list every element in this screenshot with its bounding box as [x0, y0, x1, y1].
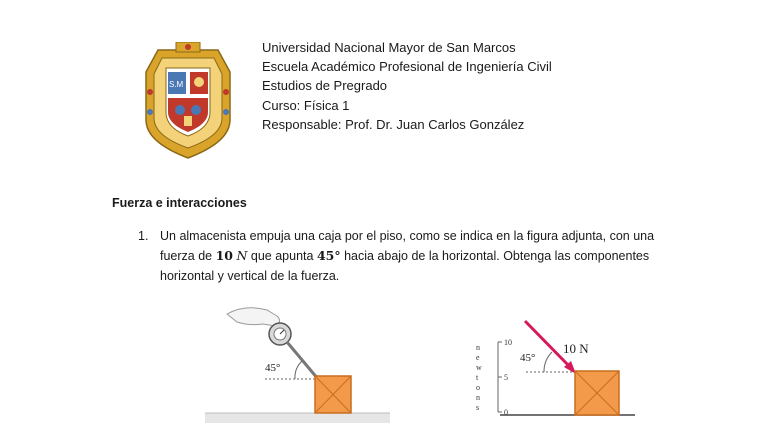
scale-tick-5: 5	[504, 373, 508, 382]
scale-tick-0: 0	[504, 408, 508, 417]
problem-text-b: que apunta	[247, 249, 317, 263]
problem-text	[160, 226, 680, 286]
angle-value: 45°	[316, 248, 341, 263]
problem-text-a: Un almacenista empuja una caja por el piso, como se indica en la figura adjunta, con una fuerza de	[160, 229, 655, 263]
scale-unit-letter: e	[476, 353, 480, 362]
problem-number: 1.	[138, 229, 149, 243]
course-name: Curso: Física 1	[262, 97, 350, 113]
header-block	[262, 38, 552, 134]
scale-tick-10: 10	[504, 338, 512, 347]
right-angle-label: 45°	[520, 352, 536, 364]
problem-text-c: hacia abajo de la horizontal. Obtenga las componentes horizontal y vertical de la fuerza.	[160, 249, 650, 283]
scale-unit-letter: n	[476, 343, 480, 352]
scale-unit-letter: t	[476, 373, 479, 382]
force-label: 10 N	[563, 341, 589, 356]
hand-icon	[227, 308, 280, 326]
scale-unit-letter: n	[476, 393, 480, 402]
responsible-name: Responsable: Prof. Dr. Juan Carlos González	[262, 116, 525, 132]
scale-unit-letter: s	[476, 403, 480, 412]
figure-right	[470, 318, 650, 423]
university-name: Universidad Nacional Mayor de San Marcos	[262, 40, 516, 55]
crest-shield-text: S.M	[169, 80, 184, 89]
left-angle-label: 45°	[265, 362, 281, 374]
studies-level: Estudios de Pregrado	[262, 78, 388, 94]
section-title: Fuerza e interacciones	[112, 196, 247, 210]
university-crest-icon	[138, 42, 238, 160]
scale-unit-letter: o	[476, 383, 480, 392]
force-value: 10	[215, 248, 233, 263]
force-unit: N	[236, 248, 248, 263]
push-rod	[287, 342, 318, 379]
figure-left	[205, 300, 395, 425]
school-name: Escuela Académico Profesional de Ingeniería Civil	[262, 59, 552, 75]
scale-unit-letter: w	[476, 363, 482, 372]
